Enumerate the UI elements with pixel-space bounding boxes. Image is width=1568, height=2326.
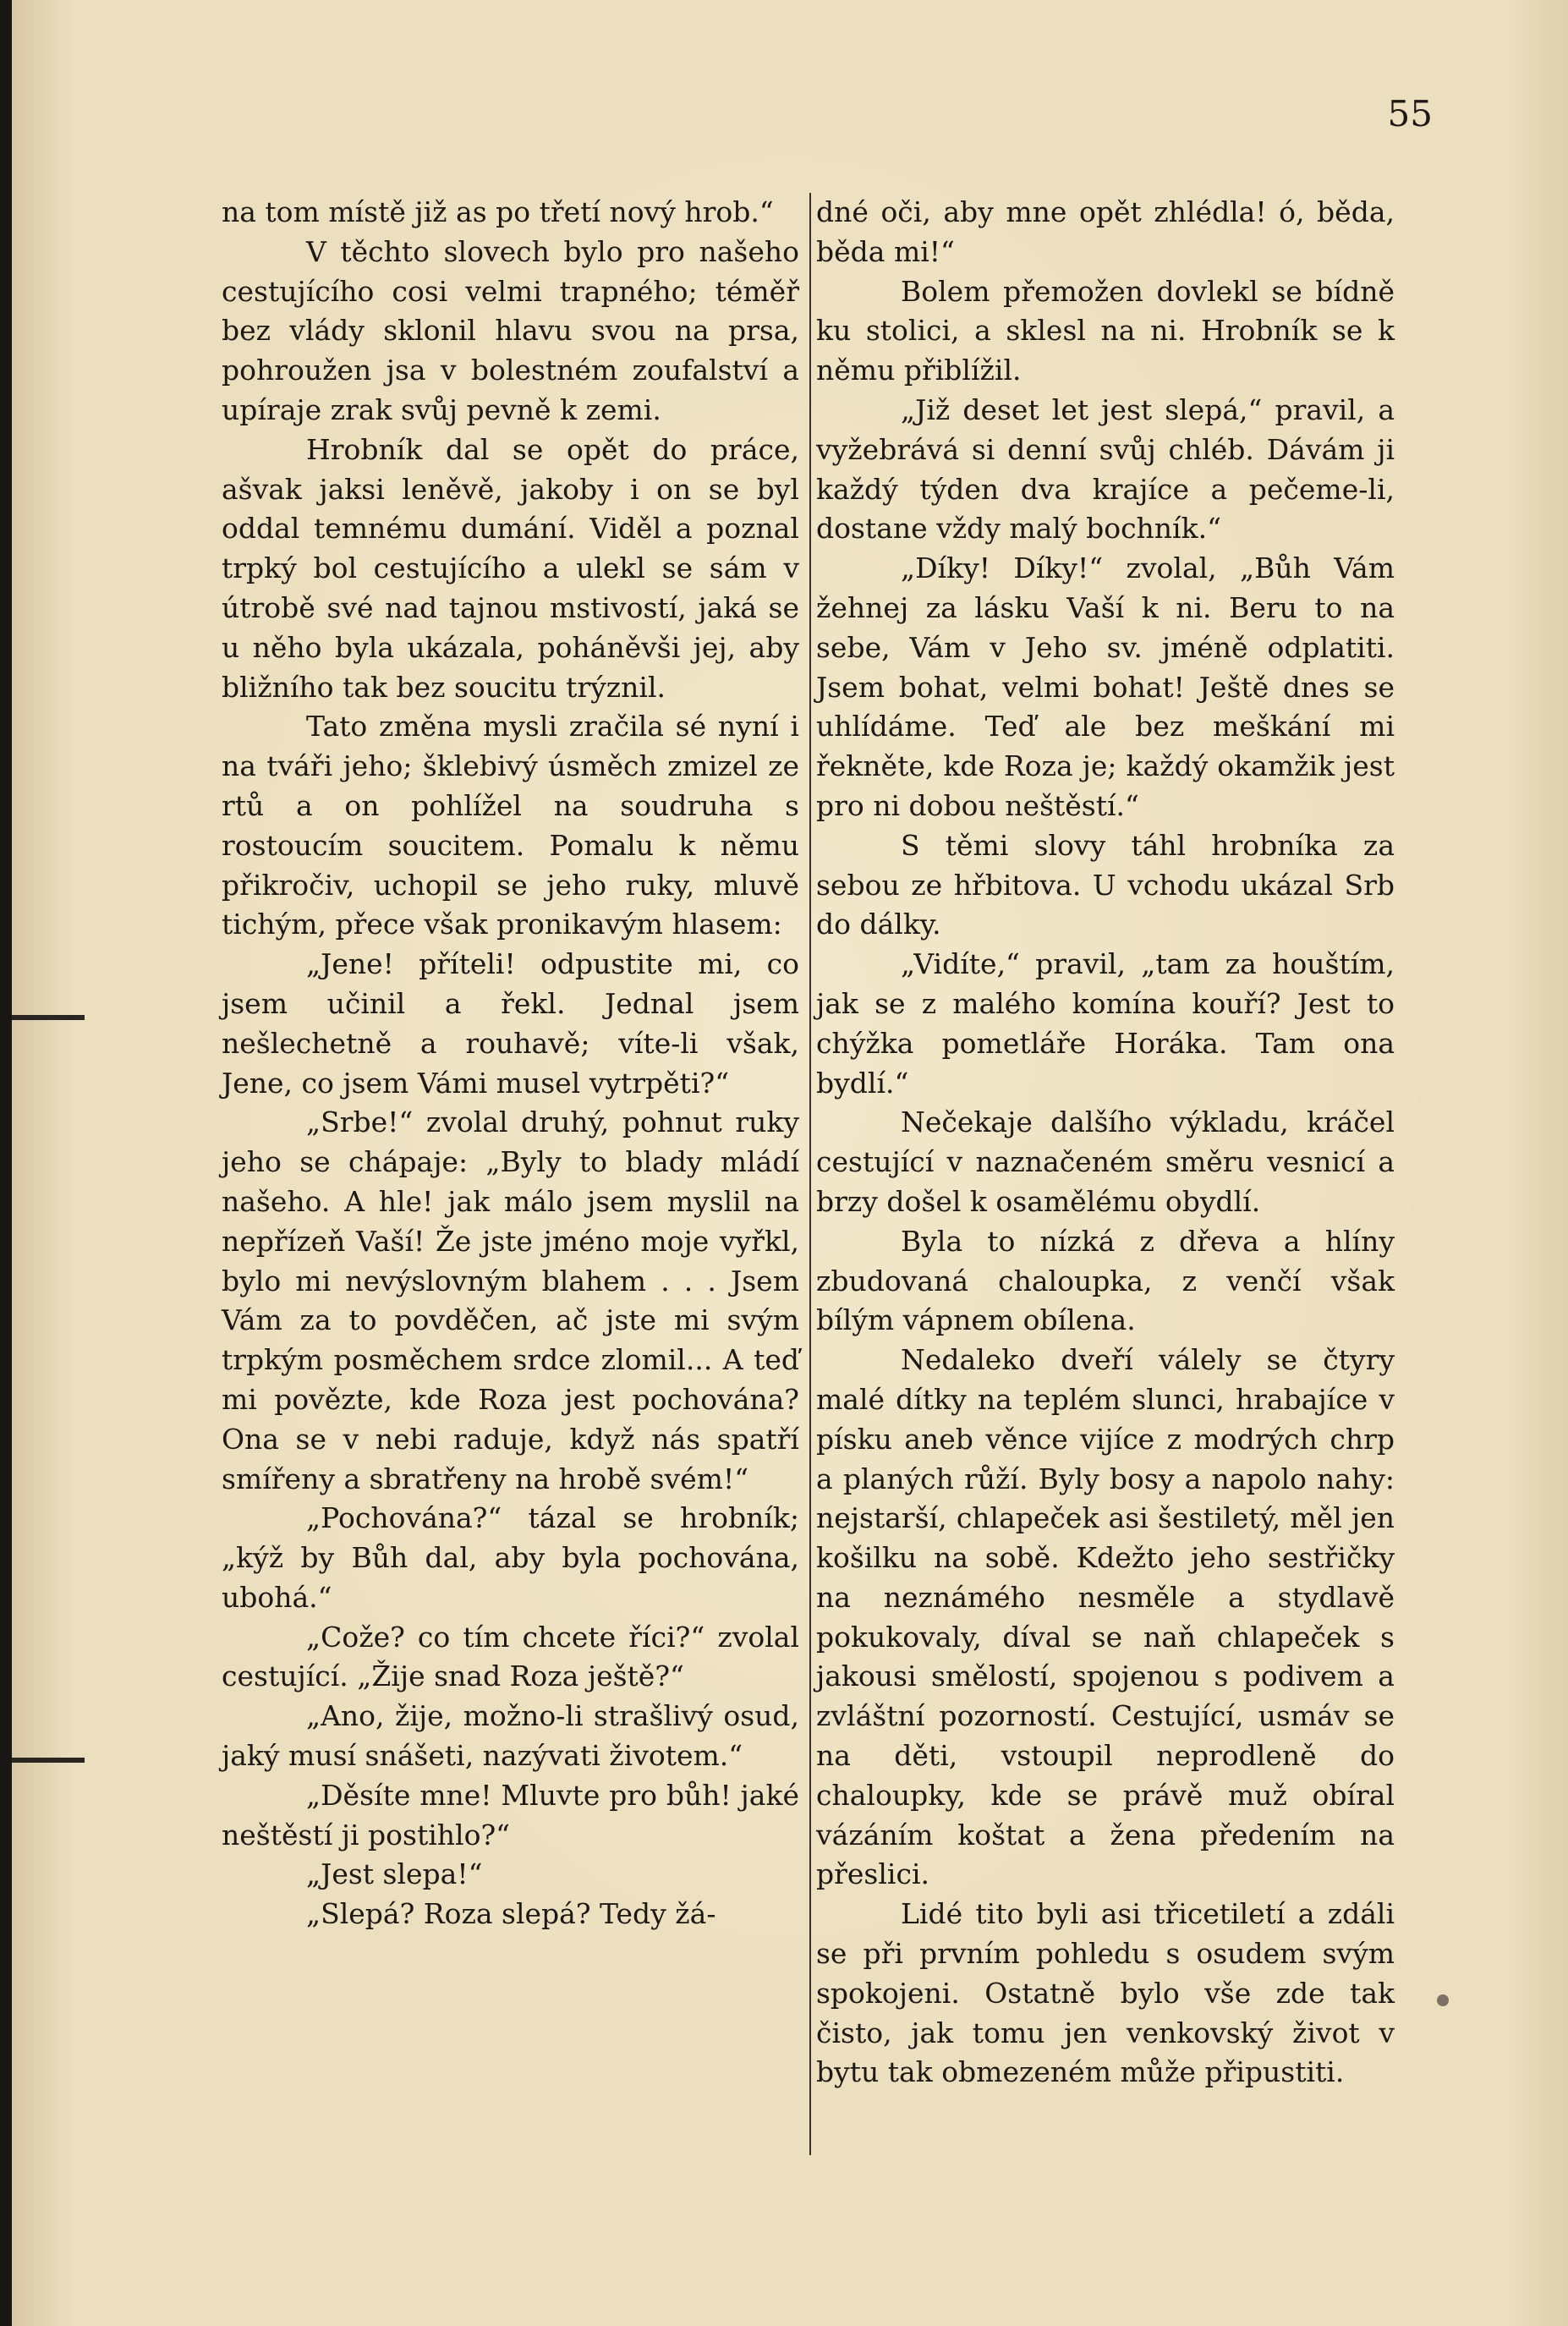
column-divider — [809, 193, 811, 2155]
paragraph: Byla to nízká z dřeva a hlíny zbudovaná chaloupka, z venčí však bílým vápnem obílena. — [816, 1224, 1395, 1337]
paragraph: Tato změna mysli zračila sé nyní i na tváři jeho; šklebivý úsměch zmizel ze rtů a on pohlížel na soudruha s rostoucím soucitem. Pomalu k němu přikročiv, uchopil se jeho ruky, mluvě tichým, přece však pronikavým hlasem: — [222, 710, 799, 941]
paragraph: V těchto slovech bylo pro našeho cestujícího cosi velmi trapného; téměř bez vlády sklonil hlavu svou na prsa, pohroužen jsa v bolestném zoufalství a upíraje zrak svůj pevně k zemi. — [222, 234, 799, 426]
paragraph: Hrobník dal se opět do práce, ašvak jaksi leněvě, jakoby i on se byl oddal temnému dumání. Viděl a poznal trpký bol cestujícího a ulekl se sám v útrobě své nad tajnou mstivostí, jaká se u něho byla ukázala, poháněvši jej, aby bližního tak bez soucitu trýznil. — [222, 432, 799, 704]
binding-thread-mark — [12, 1015, 85, 1020]
paragraph: „Jest slepa!“ — [306, 1857, 483, 1891]
paragraph: Bolem přemožen dovlekl se bídně ku stolici, a sklesl na ni. Hrobník se k němu přiblížil. — [816, 274, 1395, 387]
binding-thread-mark — [12, 1758, 85, 1763]
right-column — [816, 193, 1395, 2093]
paragraph: „Slepá? Roza slepá? Tedy žá- — [306, 1897, 716, 1931]
paragraph: „Jene! příteli! odpustite mi, co jsem učinil a řekl. Jednal jsem nešlechetně a rouhavě; víte-li však, Jene, co jsem Vámi musel vytrpěti?“ — [222, 947, 799, 1100]
paragraph: „Díky! Díky!“ zvolal, „Bůh Vám žehnej za lásku Vaší k ni. Beru to na sebe, Vám v Jeho sv. jméně odplatiti. Jsem bohat, velmi bohat! Ještě dnes se uhlídáme. Teď ale bez meškání mi řekněte, kde Roza je; každý okamžik jest pro ni dobou neštěstí.“ — [816, 551, 1395, 822]
paragraph: „Děsíte mne! Mluvte pro bůh! jaké neštěstí ji postihlo?“ — [222, 1778, 799, 1851]
paragraph: „Vidíte,“ pravil, „tam za houštím, jak se z malého komína kouří? Jest to chýžka pometláře Horáka. Tam ona bydlí.“ — [816, 947, 1395, 1100]
paragraph: na tom místě již as po třetí nový hrob.“ — [222, 195, 774, 228]
paragraph: dné oči, aby mne opět zhlédla! ó, běda, běda mi!“ — [816, 195, 1395, 268]
paragraph: „Ano, žije, možno-li strašlivý osud, jaký musí snášeti, nazývati životem.“ — [222, 1699, 799, 1773]
book-page — [12, 0, 1568, 2326]
paragraph: S těmi slovy táhl hrobníka za sebou ze hřbitova. U vchodu ukázal Srb do dálky. — [816, 828, 1395, 941]
paragraph: „Pochována?“ tázal se hrobník; „kýž by Bůh dal, aby byla pochována, ubohá.“ — [222, 1501, 799, 1614]
paragraph: Nedaleko dveří válely se čtyry malé dítky na teplém slunci, hrabajíce v písku aneb věnce vijíce z modrých chrp a planých růží. Byly bosy a napolo nahy: nejstarší, chlapeček asi šestiletý, měl jen košilku na sobě. Kdežto jeho sestřičky na neznámého nesměle a stydlavě pokukovaly, díval se naň chlapeček s jakousi smělostí, spojenou s podivem a zvláštní pozorností. Cestující, usmáv se na děti, vstoupil neprodleně do chaloupky, kde se právě muž obíral vázáním koštat a žena předením na přeslici. — [816, 1343, 1395, 1891]
page-number: 55 — [1387, 93, 1433, 134]
paragraph: „Cože? co tím chcete říci?“ zvolal cestující. „Žije snad Roza ještě?“ — [222, 1620, 799, 1693]
paragraph: „Již deset let jest slepá,“ pravil, a vyžebrává si denní svůj chléb. Dávám ji každý týden dva krajíce a pečeme-li, dostane vždy malý bochník.“ — [816, 392, 1395, 546]
paragraph: „Srbe!“ zvolal druhý, pohnut ruky jeho se chápaje: „Byly to blady mládí našeho. A hle! jak málo jsem myslil na nepřízeň Vaší! Že jste jméno moje vyřkl, bylo mi nevýslovným blahem . . . Jsem Vám za to povděčen, ač jste mi svým trpkým posměchem srdce zlomil... A teď mi povězte, kde Roza jest pochována? Ona se v nebi raduje, když nás spatří smířeny a sbratřeny na hrobě svém!“ — [222, 1105, 799, 1495]
paragraph: Nečekaje dalšího výkladu, kráčel cestující v naznačeném směru vesnicí a brzy došel k osamělému obydlí. — [816, 1105, 1395, 1218]
paragraph: Lidé tito byli asi třicetiletí a zdáli se při prvním pohledu s osudem svým spokojeni. Ostatně bylo vše zde tak čisto, jak tomu jen venkovský život v bytu tak obmezeném může připustiti. — [816, 1897, 1395, 2089]
margin-spot — [1437, 1994, 1449, 2006]
left-column — [222, 193, 799, 1934]
